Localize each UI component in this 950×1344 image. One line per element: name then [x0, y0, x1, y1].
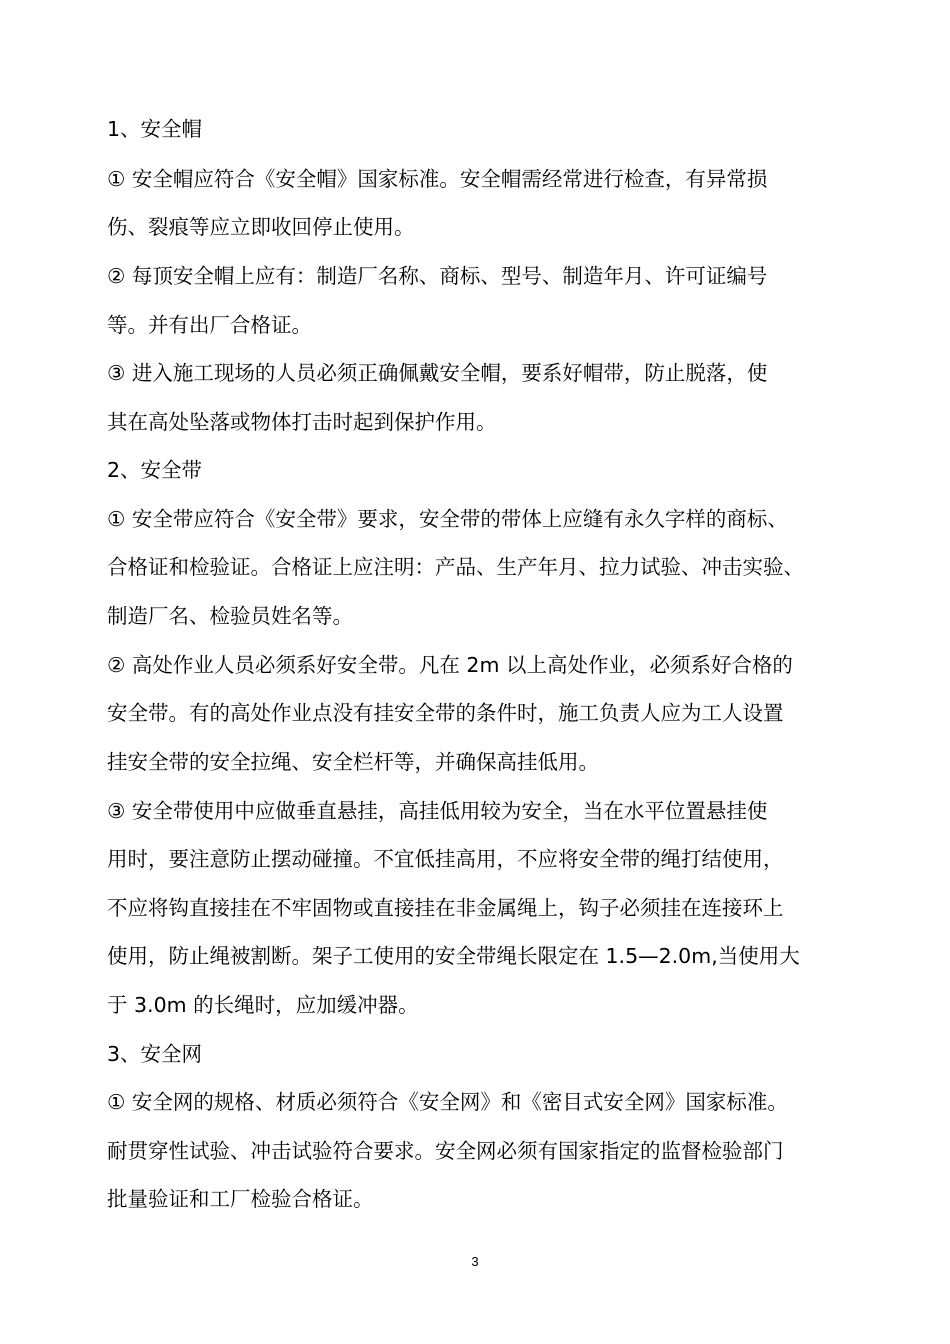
section-heading-net: 3、安全网	[107, 1042, 203, 1066]
page-number: 3	[471, 1254, 479, 1269]
paragraph-line: ③ 安全带使用中应做垂直悬挂，高挂低用较为安全，当在水平位置悬挂使	[107, 799, 768, 823]
paragraph-line: 于 3.0m 的长绳时，应加缓冲器。	[107, 993, 419, 1017]
section-heading-helmet: 1、安全帽	[107, 117, 203, 141]
paragraph-line: 其在高处坠落或物体打击时起到保护作用。	[107, 410, 497, 434]
paragraph-line: 合格证和检验证。合格证上应注明：产品、生产年月、拉力试验、冲击实验、	[107, 555, 804, 579]
paragraph-line: ① 安全帽应符合《安全帽》国家标准。安全帽需经常进行检查，有异常损	[107, 167, 768, 191]
paragraph-line: 安全带。有的高处作业点没有挂安全带的条件时，施工负责人应为工人设置	[107, 701, 784, 725]
paragraph-line: ③ 进入施工现场的人员必须正确佩戴安全帽，要系好帽带，防止脱落，使	[107, 361, 768, 385]
section-heading-belt: 2、安全带	[107, 458, 203, 482]
paragraph-line: ② 高处作业人员必须系好安全带。凡在 2m 以上高处作业，必须系好合格的	[107, 653, 793, 677]
paragraph-line: 伤、裂痕等应立即收回停止使用。	[107, 215, 415, 239]
paragraph-line: ① 安全网的规格、材质必须符合《安全网》和《密目式安全网》国家标准。	[107, 1090, 788, 1114]
paragraph-line: 批量验证和工厂检验合格证。	[107, 1187, 374, 1211]
paragraph-line: 不应将钩直接挂在不牢固物或直接挂在非金属绳上，钩子必须挂在连接环上	[107, 896, 784, 920]
paragraph-line: ① 安全带应符合《安全带》要求，安全带的带体上应缝有永久字样的商标、	[107, 507, 788, 531]
paragraph-line: ② 每顶安全帽上应有：制造厂名称、商标、型号、制造年月、许可证编号	[107, 264, 768, 288]
paragraph-line: 等。并有出厂合格证。	[107, 313, 312, 337]
paragraph-line: 用时，要注意防止摆动碰撞。不宜低挂高用，不应将安全带的绳打结使用，	[107, 847, 784, 871]
paragraph-line: 使用，防止绳被割断。架子工使用的安全带绳长限定在 1.5—2.0m,当使用大	[107, 944, 800, 968]
paragraph-line: 挂安全带的安全拉绳、安全栏杆等，并确保高挂低用。	[107, 750, 599, 774]
paragraph-line: 耐贯穿性试验、冲击试验符合要求。安全网必须有国家指定的监督检验部门	[107, 1139, 784, 1163]
paragraph-line: 制造厂名、检验员姓名等。	[107, 604, 353, 628]
